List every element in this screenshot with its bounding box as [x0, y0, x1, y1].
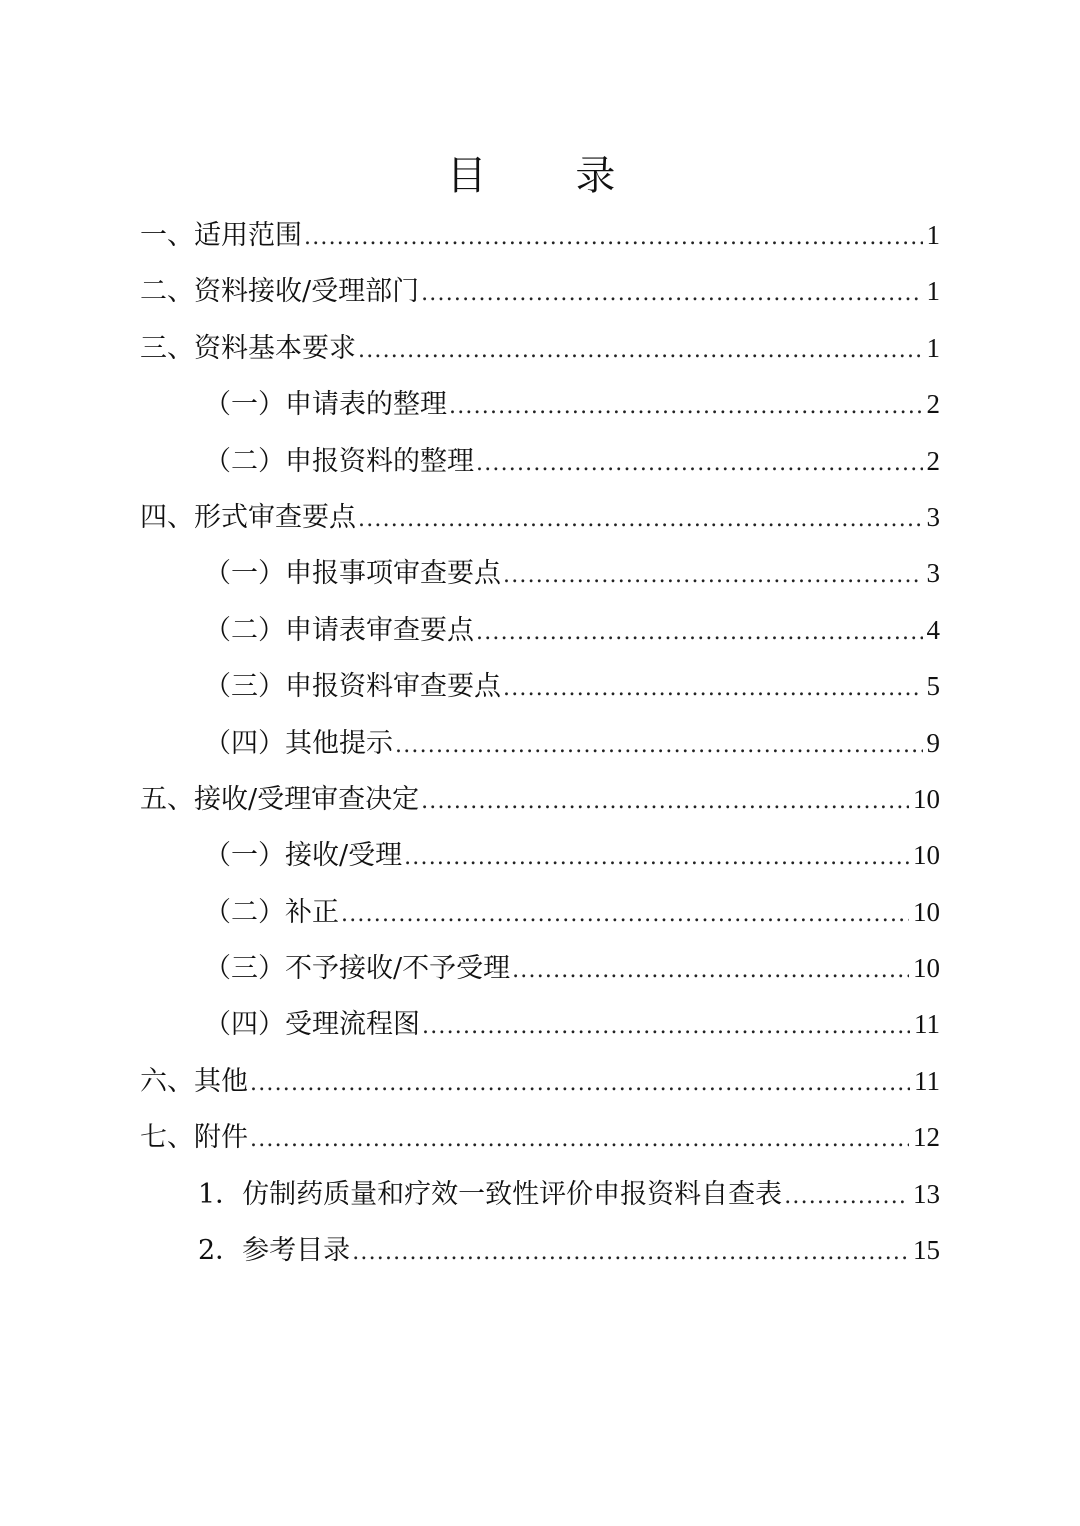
toc-leader-dots: [395, 718, 923, 774]
toc-entry-page-number: 3: [926, 501, 940, 532]
toc-entry-page-number: 12: [913, 1122, 940, 1153]
toc-leader-dots: [503, 548, 923, 604]
toc-leader-dots: [250, 1112, 909, 1168]
toc-entry-page-number: 5: [926, 671, 940, 702]
toc-entry-label: 二、资料接收/受理部门: [140, 276, 420, 308]
toc-entry-label: （四）其他提示: [204, 727, 393, 759]
toc-entry-label: 五、接收/受理审查决定: [140, 783, 420, 815]
toc-entry-label: 七、附件: [140, 1122, 248, 1154]
toc-entry[interactable]: [140, 376, 940, 432]
toc-entry[interactable]: [140, 602, 940, 658]
toc-leader-dots: [304, 210, 923, 266]
toc-entry-label: （四）受理流程图: [204, 1009, 420, 1041]
toc-entry-page-number: 11: [914, 1065, 940, 1096]
toc-entry-label: （一）接收/受理: [204, 840, 403, 872]
toc-leader-dots: [476, 605, 923, 661]
toc-leader-dots: [449, 379, 923, 435]
toc-entry-page-number: 10: [913, 783, 940, 814]
toc-leader-dots: [341, 887, 909, 943]
toc-entry[interactable]: [140, 884, 940, 940]
toc-entry-label: （二）申请表审查要点: [204, 614, 474, 646]
toc-entry-label: 1．仿制药质量和疗效一致性评价申报资料自查表: [198, 1178, 783, 1210]
toc-entry-page-number: 4: [926, 614, 940, 645]
toc-entry-page-number: 13: [913, 1178, 940, 1209]
toc-entry-page-number: 10: [913, 953, 940, 984]
toc-entry[interactable]: [140, 771, 940, 827]
toc-entry-label: （三）申报资料审查要点: [204, 671, 501, 703]
toc-leader-dots: [512, 943, 909, 999]
toc-entry-label: （二）申报资料的整理: [204, 445, 474, 477]
toc-leader-dots: [476, 436, 923, 492]
toc-entry-page-number: 1: [926, 276, 940, 307]
toc-leader-dots: [422, 999, 910, 1055]
toc-entry-page-number: 10: [913, 896, 940, 927]
toc-entry-page-number: 15: [913, 1235, 940, 1266]
toc-entry-label: （三）不予接收/不予受理: [204, 953, 511, 985]
toc-entry-label: （二）补正: [204, 896, 339, 928]
toc-list: [140, 207, 940, 1278]
toc-entry[interactable]: [140, 1109, 940, 1165]
toc-leader-dots: [352, 1225, 909, 1281]
toc-entry[interactable]: [140, 940, 940, 996]
toc-leader-dots: [503, 661, 923, 717]
toc-entry[interactable]: [140, 320, 940, 376]
toc-entry[interactable]: [140, 996, 940, 1052]
toc-entry-page-number: 1: [926, 220, 940, 250]
toc-entry[interactable]: [140, 489, 940, 545]
toc-entry-label: （一）申请表的整理: [204, 389, 447, 421]
toc-leader-dots: [250, 1056, 910, 1112]
toc-entry[interactable]: [140, 1222, 940, 1278]
toc-leader-dots: [421, 266, 922, 322]
toc-leader-dots: [784, 1169, 909, 1225]
toc-entry[interactable]: [140, 1053, 940, 1109]
toc-entry[interactable]: [140, 545, 940, 601]
toc-entry-page-number: 11: [914, 1009, 940, 1040]
toc-entry[interactable]: [140, 1166, 940, 1222]
toc-entry[interactable]: [140, 207, 940, 263]
toc-leader-dots: [358, 492, 923, 548]
toc-entry[interactable]: [140, 658, 940, 714]
toc-entry[interactable]: [140, 433, 940, 489]
toc-entry-page-number: 9: [926, 727, 940, 758]
toc-entry-page-number: 1: [926, 332, 940, 363]
toc-entry-label: 六、其他: [140, 1065, 248, 1097]
toc-entry-page-number: 2: [926, 445, 940, 476]
toc-entry-label: 四、形式审查要点: [140, 501, 356, 533]
toc-entry-page-number: 2: [926, 389, 940, 420]
toc-entry-page-number: 3: [926, 558, 940, 589]
toc-title: 目 录: [446, 153, 654, 199]
toc-leader-dots: [358, 323, 923, 379]
toc-leader-dots: [404, 830, 909, 886]
toc-entry[interactable]: [140, 263, 940, 319]
toc-entry[interactable]: [140, 715, 940, 771]
toc-entry-page-number: 10: [913, 840, 940, 871]
toc-entry-label: （一）申报事项审查要点: [204, 558, 501, 590]
toc-entry[interactable]: [140, 827, 940, 883]
toc-leader-dots: [421, 774, 909, 830]
toc-entry-label: 2．参考目录: [198, 1235, 351, 1267]
toc-entry-label: 一、适用范围: [140, 220, 302, 251]
toc-entry-label: 三、资料基本要求: [140, 332, 356, 364]
